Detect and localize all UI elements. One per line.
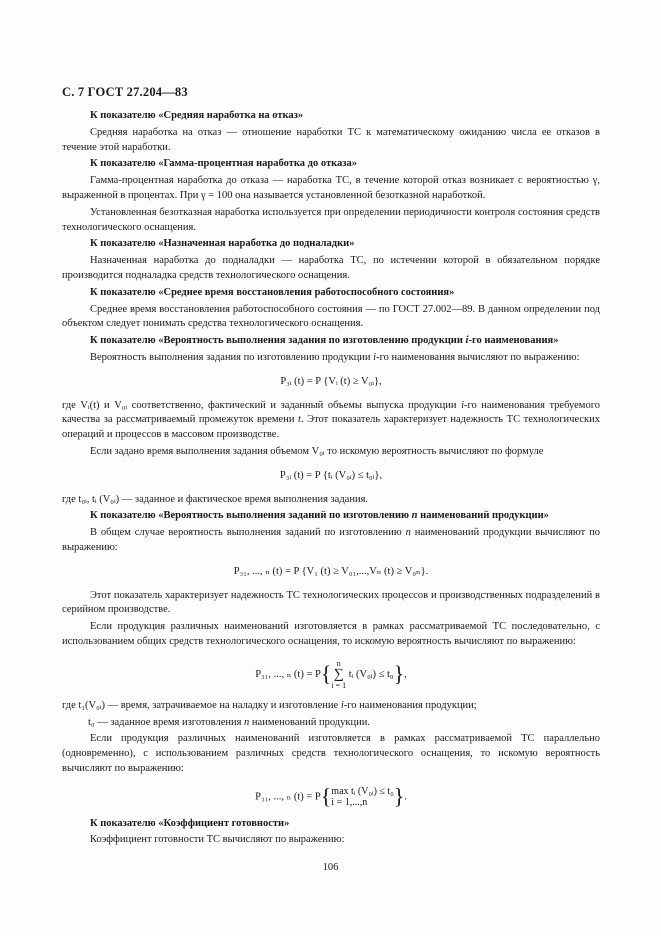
paragraph: Если продукция различных наименований изготовляется в рамках рассматриваемой ТС параллельно (одновременно), с использованием различных средств технологического оснащения, то искомую вероятность вычисляют по выражению: xyxy=(62,733,600,774)
paragraph: Если задано время выполнения задания объемом V₀ᵢ то искомую вероятность вычисляют по формуле xyxy=(90,445,544,457)
paragraph: t₀ — заданное время изготовления n наименований продукции. xyxy=(88,716,370,728)
page-header: С. 7 ГОСТ 27.204—83 xyxy=(62,85,188,99)
paragraph: Средняя наработка на отказ — отношение наработки ТС к математическому ожиданию числа ее отказов в течение этой наработки. xyxy=(62,126,600,153)
paragraph: Назначенная наработка до подналадки — наработка ТС, по истечении которой в обязательном порядке производится подналадка средств технологического оснащения. xyxy=(62,255,600,281)
formula-2: P₃ᵢ (t) = P {tᵢ (V₀ᵢ) ≤ t₀ᵢ}, xyxy=(279,469,383,481)
section-heading-mtbf: К показателю «Средняя наработка на отказ» xyxy=(90,110,304,121)
paragraph: Вероятность выполнения задания по изготовлению продукции i-го наименования вычисляют по выражению: xyxy=(90,351,580,363)
sum-operator: n ∑ i = 1 xyxy=(331,658,347,690)
paragraph: Коэффициент готовности ТС вычисляют по выражению: xyxy=(90,834,345,846)
section-heading-availability: К показателю «Коэффициент готовности» xyxy=(90,817,290,829)
paragraph: где t₀ᵢ, tᵢ (V₀ᵢ) — заданное и фактическое время выполнения задания. xyxy=(62,493,369,505)
page-number: 106 xyxy=(322,862,339,873)
paragraph: где Vᵢ(t) и V₀ᵢ соответственно, фактический и заданный объемы выпуска продукции i-го наименования требуемого качества за рассматриваемый промежуток времени t. Этот показатель характеризует надежность ТС технологических операций и процессов в массовом производстве. xyxy=(62,399,600,441)
paragraph: где t₁(V₀ᵢ) — время, затрачиваемое на наладку и изготовление i-го наименования продукции; xyxy=(62,699,477,711)
section-heading-probability-n: К показателю «Вероятность выполнения заданий по изготовлению n наименований продукции» xyxy=(90,510,549,522)
paragraph: Если продукция различных наименований изготовляется в рамках рассматриваемой ТС последовательно, с использованием общих средств технологического оснащения, то искомую вероятность вычисляют по выражению: xyxy=(62,621,600,647)
section-heading-recovery: К показателю «Среднее время восстановления работоспособного состояния» xyxy=(90,286,455,298)
paragraph: Гамма-процентная наработка до отказа — наработка ТС, в течение которой отказ возникает с вероятностью γ, выраженной в процентах. При γ = 100 она называется установленной безотказной наработкой. xyxy=(62,175,600,201)
section-heading-assigned: К показателю «Назначенная наработка до подналадки» xyxy=(90,238,355,250)
paragraph: Установленная безотказная наработка используется при определении периодичности контроля состояния средств технологического оснащения. xyxy=(62,206,600,233)
formula-3: P₃₁, ..., ₙ (t) = P {V₁ (t) ≥ V₀₁,...,Vₙ (t) ≥ V₀ₙ}. xyxy=(233,565,429,577)
section-heading-gamma: К показателю «Гамма-процентная наработка до отказа» xyxy=(90,158,357,170)
paragraph: Этот показатель характеризует надежность ТС технологических процессов и производственных подразделений в серийном производстве. xyxy=(62,589,600,616)
formula-4: P₃₁, ..., ₙ (t) = P{ n ∑ i = 1 tᵢ (V₀ᵢ) ≤ t₀}, xyxy=(255,658,407,690)
formula-5: P₃₁, ..., ₙ (t) = P{ max tᵢ (V₀ᵢ) ≤ t₀ i = 1,...,n }. xyxy=(255,783,407,809)
paragraph: В общем случае вероятность выполнения заданий по изготовлению n наименований продукции вычисляют по выражению: xyxy=(62,527,600,553)
formula-1: P₃ᵢ (t) = P {Vᵢ (t) ≥ V₀ᵢ}, xyxy=(280,375,382,387)
max-expression: max tᵢ (V₀ᵢ) ≤ t₀ i = 1,...,n xyxy=(331,785,394,808)
paragraph: Среднее время восстановления работоспособного состояния — по ГОСТ 27.002—89. В данном определении под объектом следует понимать средства технологического оснащения. xyxy=(62,303,600,330)
document-body xyxy=(62,108,600,850)
section-heading-probability-i: К показателю «Вероятность выполнения задания по изготовлению продукции i-го наименования» xyxy=(90,335,559,347)
